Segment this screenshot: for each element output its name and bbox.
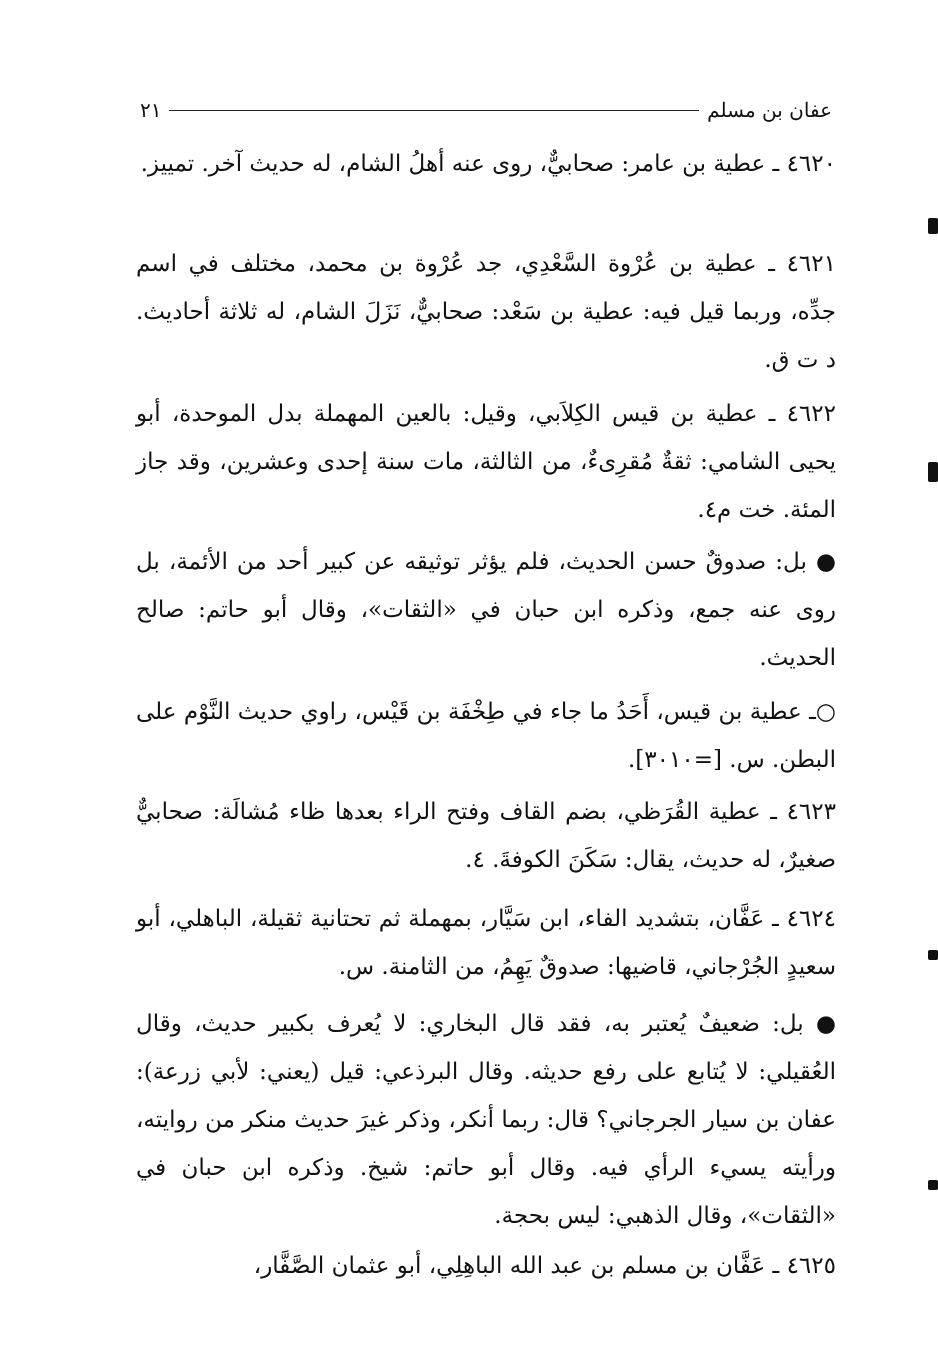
commentary-4624: ● بل: ضعيفٌ يُعتبر به، فقد قال البخاري: لا يُعرف بكبير حديث، وقال العُقيلي: لا يُتابع على رفع حديثه. وقال البرذعي: قيل (يعني: لأبي زرعة): عفان بن سيار الجرجاني؟ قال: ربما أنكر، وذكر غيرَ حديث منكر من روايته، ورأيته يسيء الرأي فيه. وقال أبو حاتم: شيخ. وذكره ابن حبان في «الثقات»، وقال الذهبي: ليس بحجة. [136,1011,836,1229]
commentary-4622: ● بل: صدوقٌ حسن الحديث، فلم يؤثر توثيقه عن كبير أحد من الأئمة، بل روى عنه جمع، وذكره ابن حبان في «الثقات»، وقال أبو حاتم: صالح الحديث. [136,549,836,671]
entry-4625: ٤٦٢٥ ـ عَفَّان بن مسلم بن عبد الله الباهِلِي، أبو عثمان الصَّفَّار، [253,1253,836,1279]
edge-mark [928,1180,938,1190]
page-header [140,95,832,125]
edge-mark [928,462,938,482]
header-rule [169,110,699,111]
running-title: عفان بن مسلم [707,98,832,122]
page-number: ٢١ [140,98,162,122]
entry-4620: ٤٦٢٠ ـ عطية بن عامر: صحابيٌّ، روى عنه أهلُ الشام، له حديث آخر. تمييز. [140,151,836,177]
entry-4624: ٤٦٢٤ ـ عَفَّان، بتشديد الفاء، ابن سَيَّار، بمهملة ثم تحتانية ثقيلة، الباهلي، أبو سعيدٍ الجُرْجاني، قاضيها: صدوقٌ يَهِمُ، من الثامنة. س. [136,906,836,980]
entry-4621: ٤٦٢١ ـ عطية بن عُرْوة السَّعْدِي، جد عُرْوة بن محمد، مختلف في اسم جدِّه، وربما قيل فيه: عطية بن سَعْد: صحابيٌّ، نَزَلَ الشام، له ثلاثة أحاديث. د ت ق. [136,251,836,373]
edge-mark [928,218,938,234]
edge-mark [928,950,938,960]
entry-4623: ٤٦٢٣ ـ عطية القُرَظي، بضم القاف وفتح الراء بعدها ظاء مُشالَة: صحابيٌّ صغيرٌ، له حديث، يقال: سَكَنَ الكوفةَ. ٤. [136,799,836,873]
entry-atiyya-ibn-qays: ○ـ عطية بن قيس، أَحَدُ ما جاء في طِخْفَة بن قَيْس، راوي حديث النَّوْم على البطن. س. [=٣٠١٠]. [136,699,836,773]
entry-4622: ٤٦٢٢ ـ عطية بن قيس الكِلاَبي، وقيل: بالعين المهملة بدل الموحدة، أبو يحيى الشامي: ثقةٌ مُقرِىءٌ، من الثالثة، مات سنة إحدى وعشرين، وقد جاز المئة. خت م٤. [136,401,836,523]
